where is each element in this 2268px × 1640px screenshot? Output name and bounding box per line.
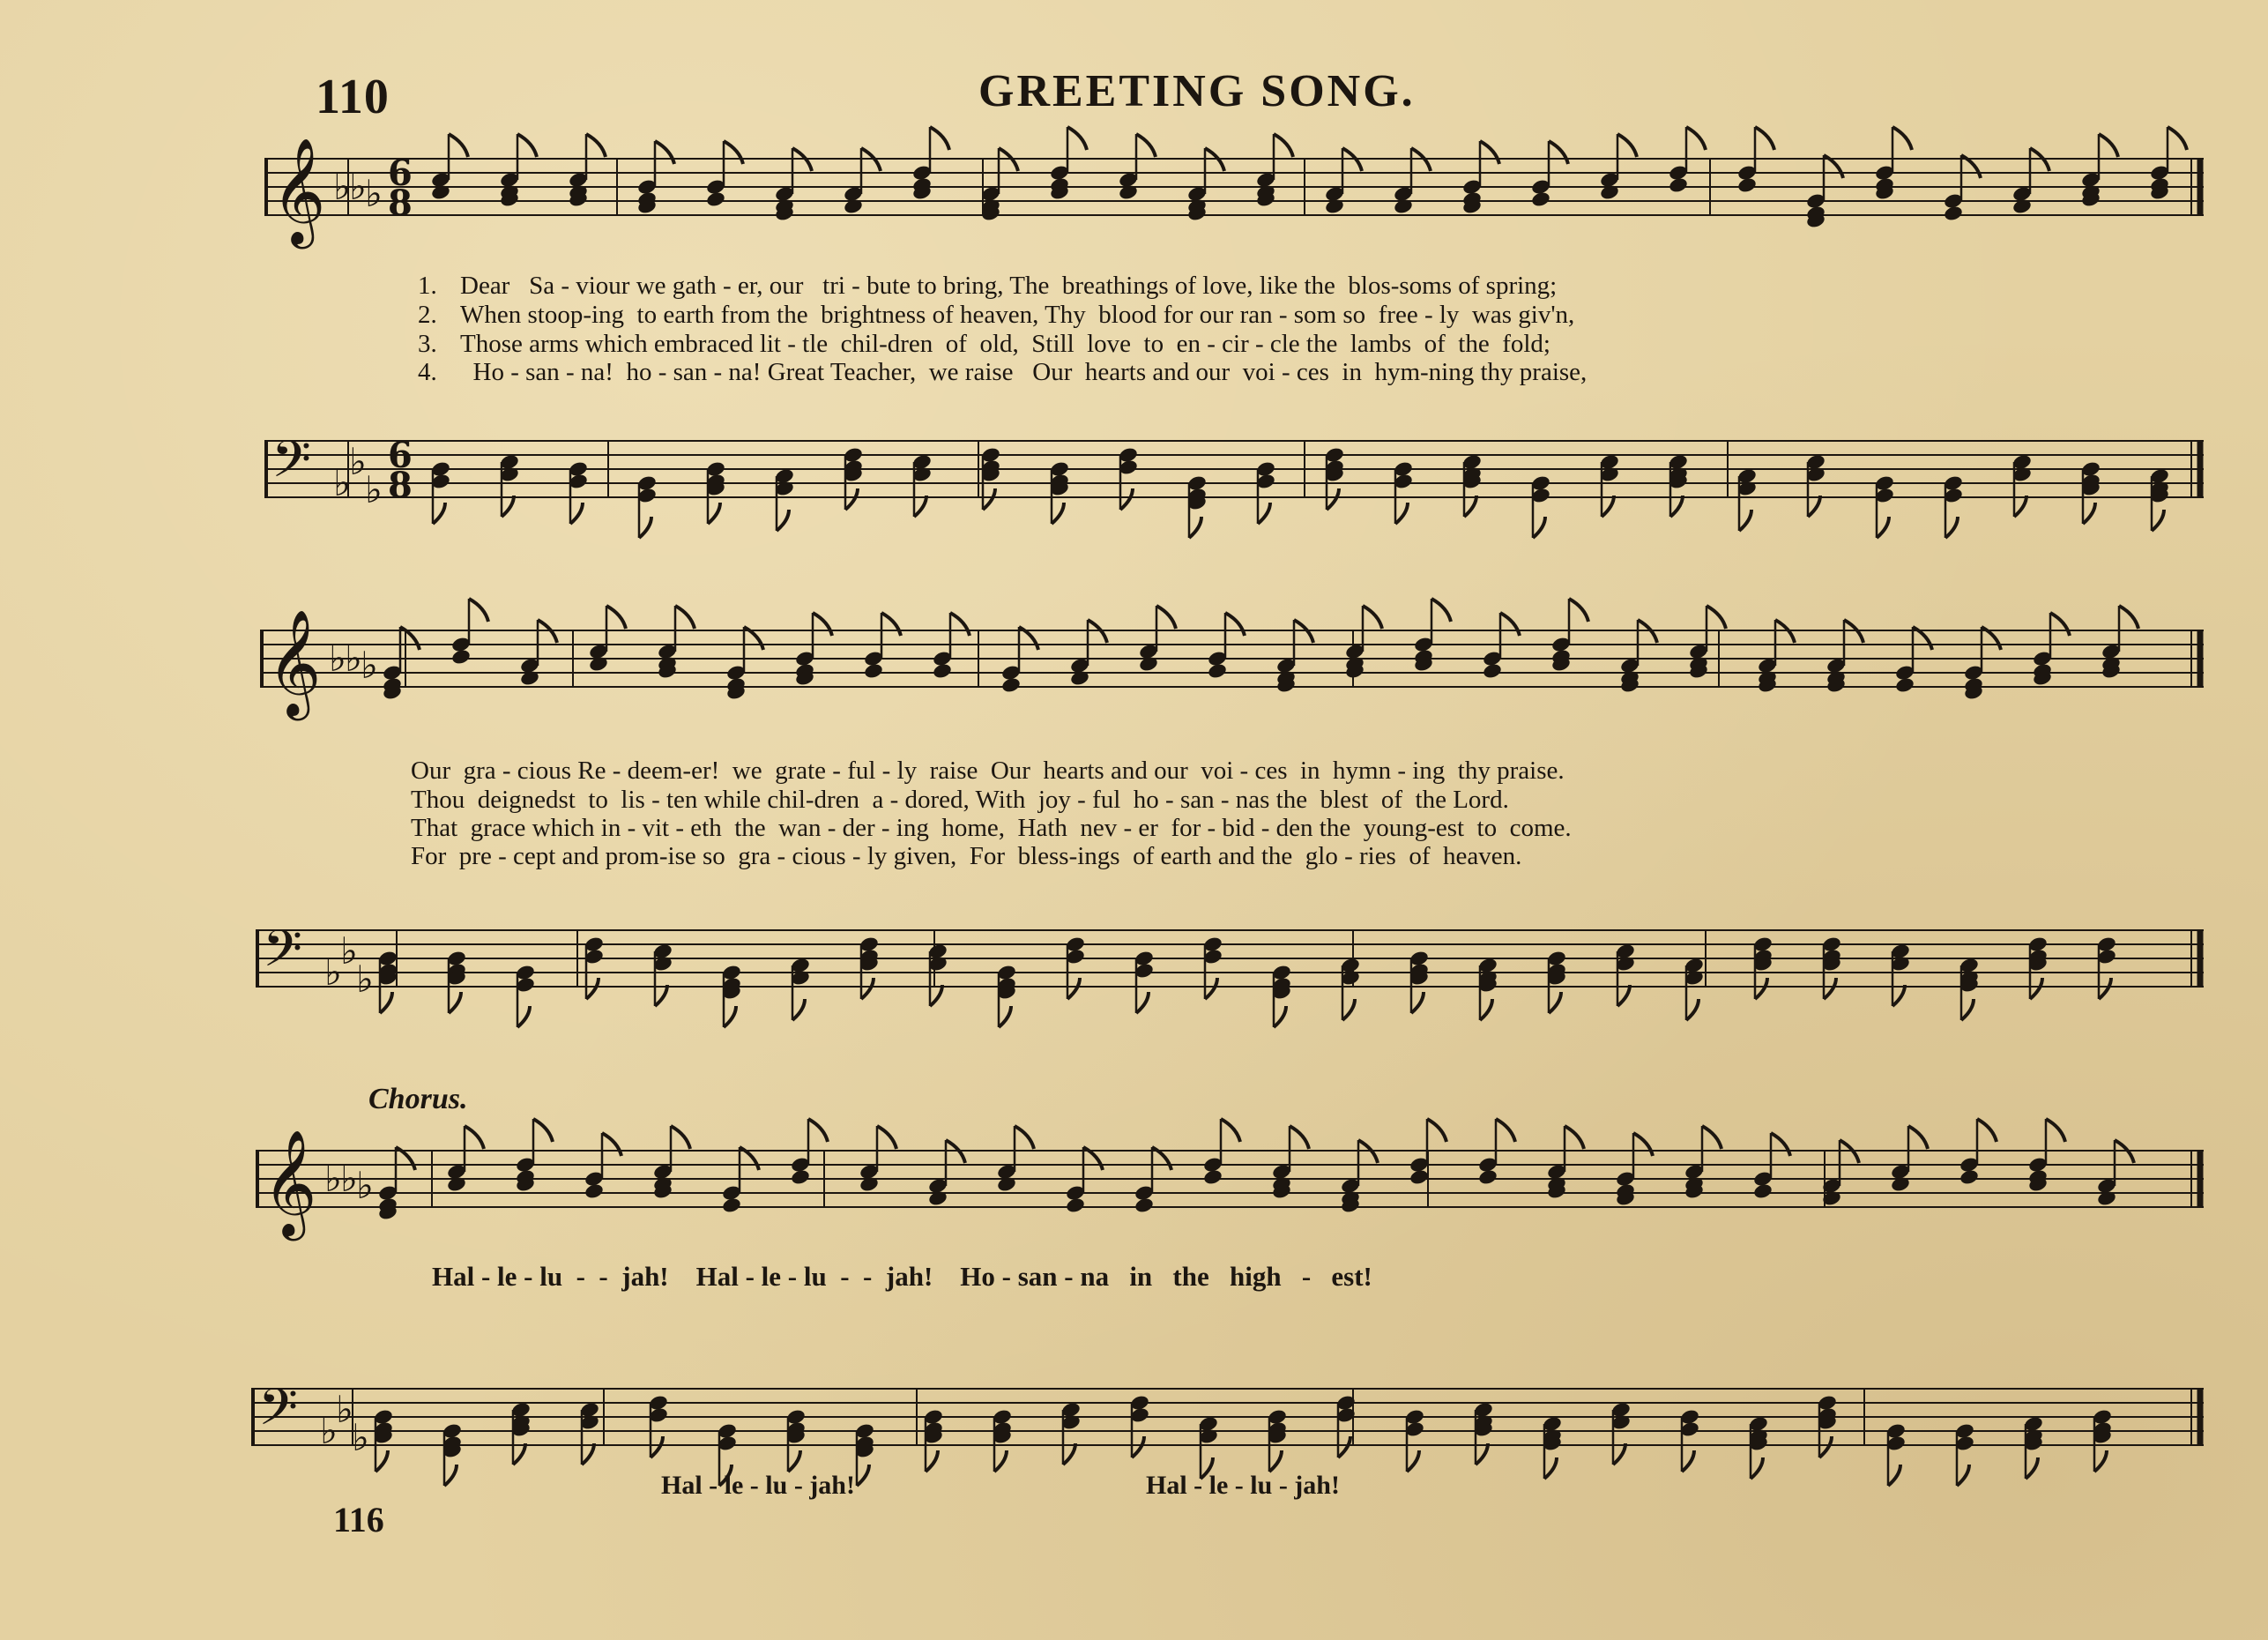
svg-text:♭: ♭ (329, 637, 346, 680)
svg-text:♭: ♭ (333, 461, 351, 504)
svg-text:♭: ♭ (352, 1416, 369, 1459)
svg-text:♭: ♭ (324, 950, 342, 994)
svg-text:𝄞: 𝄞 (267, 608, 322, 716)
system-2-treble-staff (260, 608, 2204, 736)
svg-text:♭: ♭ (345, 637, 362, 680)
svg-text:♭: ♭ (349, 440, 367, 483)
verse-2-line-a: 2. When stoop-ing to earth from the brightness of heaven, Thy blood for our ran - som so free - ly was giv'n, (418, 301, 1575, 329)
svg-text:6: 6 (388, 153, 413, 194)
svg-text:6: 6 (388, 435, 413, 476)
svg-text:♭: ♭ (340, 1157, 358, 1200)
svg-text:8: 8 (388, 183, 413, 224)
chorus-label: Chorus. (368, 1083, 468, 1115)
svg-text:♭: ♭ (356, 1164, 374, 1207)
svg-text:♭: ♭ (365, 172, 383, 215)
verse-4-line-a: 4. Ho - san - na! ho - san - na! Great Teacher, we raise Our hearts and our voi - ces in hym-ning thy praise, (418, 358, 1588, 386)
chorus-treble-staff (256, 1129, 2204, 1256)
verse-1-line-b: Our gra - cious Re - deem-er! we grate - ful - ly raise Our hearts and our voi - ces in hymn - ing thy praise. (411, 757, 1565, 785)
svg-text:𝄢: 𝄢 (258, 1377, 299, 1450)
system-1-treble-staff (264, 137, 2204, 265)
svg-text:𝄞: 𝄞 (263, 1129, 317, 1236)
page-number-top: 110 (316, 70, 390, 124)
svg-text:♭: ♭ (365, 468, 383, 511)
verse-3-line-b: That grace which in - vit - eth the wan - der - ing home, Hath nev - er for - bid - den the young-est to come. (411, 814, 1572, 842)
verse-1-line-a: 1. Dear Sa - viour we gath - er, our tri - bute to bring, The breathings of love, like the blos-soms of spring; (418, 272, 1558, 300)
svg-text:♭: ♭ (340, 929, 358, 973)
verse-2-line-b: Thou deignedst to lis - ten while chil-dren a - dored, With joy - ful ho - san - nas the blest of the Lord. (411, 786, 1509, 814)
page-number-bottom: 116 (333, 1500, 384, 1539)
system-2-bass-staff (256, 913, 2204, 1036)
svg-text:𝄢: 𝄢 (271, 429, 312, 502)
svg-text:𝄢: 𝄢 (263, 919, 303, 991)
verse-4-line-b: For pre - cept and prom-ise so gra - cious - ly given, For bless-ings of earth and the glo - ries of heaven. (411, 842, 1522, 870)
chorus-bass-lyric-1: Hal - le - lu - jah! (661, 1471, 855, 1500)
system-1-bass-staff (264, 423, 2204, 547)
svg-text:♭: ♭ (361, 644, 378, 687)
svg-text:♭: ♭ (333, 165, 351, 208)
verse-3-line-a: 3. Those arms which embraced lit - tle chil-dren of old, Still love to en - cir - cle the lambs of the fold; (418, 330, 1550, 358)
svg-text:𝄞: 𝄞 (271, 137, 326, 244)
svg-text:♭: ♭ (336, 1388, 353, 1431)
svg-text:♭: ♭ (356, 958, 374, 1001)
svg-text:♭: ♭ (349, 165, 367, 208)
svg-text:8: 8 (388, 465, 413, 506)
song-title: GREETING SONG. (978, 66, 1416, 116)
chorus-treble-lyric: Hal - le - lu - - jah! Hal - le - lu - - jah! Ho - san - na in the high - est! (432, 1261, 1372, 1292)
chorus-bass-lyric-2: Hal - le - lu - jah! (1146, 1471, 1340, 1500)
svg-text:♭: ♭ (324, 1157, 342, 1200)
svg-text:♭: ♭ (320, 1409, 338, 1452)
